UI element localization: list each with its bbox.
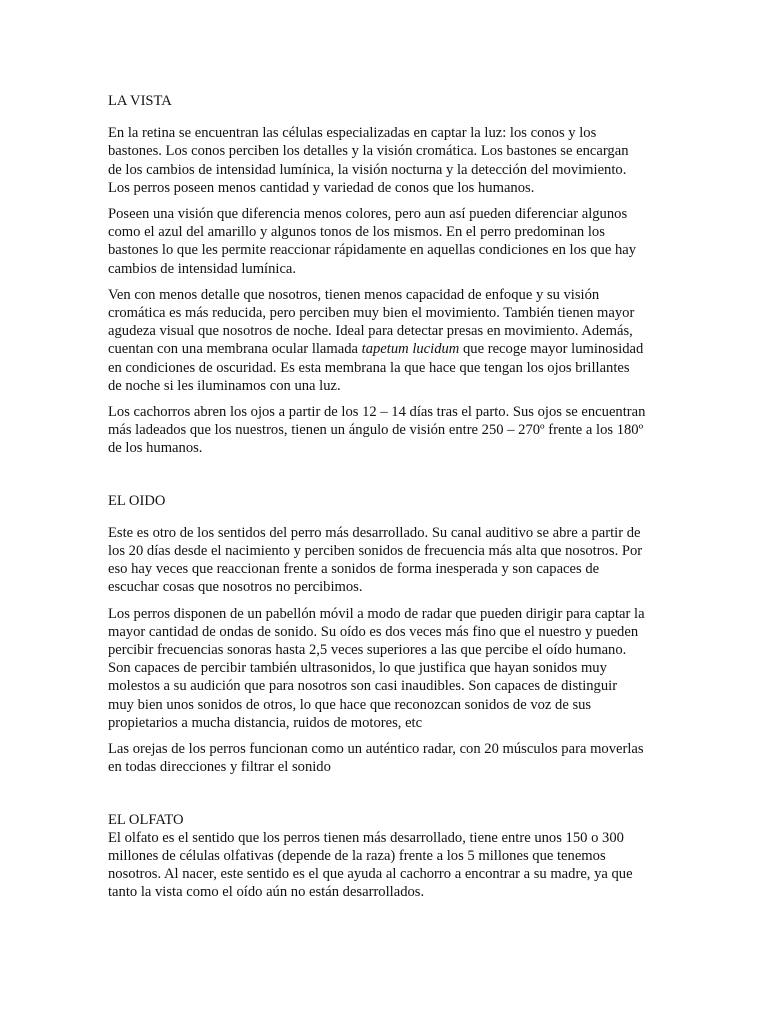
document-content <box>108 92 682 902</box>
text-line: en condiciones de oscuridad. Es esta membrana la que hace que tengan los ojos brillantes <box>108 359 630 376</box>
text-line: molestos a su audición que para nosotros son casi inaudibles. Son capaces de distinguir <box>108 678 618 695</box>
latin-term: tapetum lucidum <box>361 341 460 358</box>
text-line: de los cambios de intensidad lumínica, la visión nocturna y la detección del movimiento. <box>108 161 627 178</box>
text-line: como el azul del amarillo y algunos tonos de los mismos. En el perro predominan los <box>108 224 605 241</box>
section-title-vista: LA VISTA <box>108 93 172 109</box>
text-line: percibir frecuencias sonoras hasta 2,5 veces superiores a las que percibe el oído humano. <box>108 642 627 659</box>
section-title-oido: EL OIDO <box>108 492 166 509</box>
text-line: mayor cantidad de ondas de sonido. Su oído es dos veces más fino que el nuestro y pueden <box>108 623 639 640</box>
paragraph-oido-1 <box>108 524 682 597</box>
text-line: cromática es más reducida, pero perciben muy bien el movimiento. También tienen mayor <box>108 305 635 322</box>
section-title-olfato: EL OLFATO <box>108 811 184 828</box>
text-fragment: cuentan con una membrana ocular llamada <box>108 341 362 358</box>
text-line: millones de células olfativas (depende de la raza) frente a los 5 millones que tenemos <box>108 847 606 864</box>
text-line: nosotros. Al nacer, este sentido es el que ayuda al cachorro a encontrar a su madre, ya que <box>108 866 633 883</box>
text-line: propietarios a mucha distancia, ruidos de motores, etc <box>108 714 423 731</box>
text-line: en todas direcciones y filtrar el sonido <box>108 759 331 776</box>
paragraph-oido-2 <box>108 605 682 732</box>
paragraph-vista-4 <box>108 403 682 458</box>
text-line: Los cachorros abren los ojos a partir de los 12 – 14 días tras el parto. Sus ojos se encuentran <box>108 404 646 421</box>
text-line: cambios de intensidad lumínica. <box>108 260 297 277</box>
text-line: Este es otro de los sentidos del perro más desarrollado. Su canal auditivo se abre a partir de <box>108 524 641 541</box>
text-line: Los perros poseen menos cantidad y variedad de conos que los humanos. <box>108 179 535 196</box>
text-line: escuchar cosas que nosotros no percibimos. <box>108 579 363 596</box>
text-line: bastones lo que les permite reaccionar rápidamente en aquellas condiciones en los que hay <box>108 242 637 259</box>
paragraph-vista-2 <box>108 205 682 278</box>
text-fragment: que recoge mayor luminosidad <box>459 341 644 358</box>
text-line: El olfato es el sentido que los perros tienen más desarrollado, tiene entre unos 150 o 300 <box>108 829 624 846</box>
text-line: Poseen una visión que diferencia menos colores, pero aun así pueden diferenciar algunos <box>108 206 628 223</box>
paragraph-vista-3 <box>108 286 682 395</box>
text-line: más ladeados que los nuestros, tienen un ángulo de visión entre 250 – 270º frente a los 180º <box>108 422 644 439</box>
paragraph-vista-1 <box>108 124 682 197</box>
text-line: bastones. Los conos perciben los detalles y la visión cromática. Los bastones se encargan <box>108 143 629 160</box>
paragraph-oido-3 <box>108 740 682 776</box>
text-line: Son capaces de percibir también ultrasonidos, lo que justifica que hayan sonidos muy <box>108 660 607 677</box>
paragraph-olfato-1 <box>108 829 682 902</box>
text-line: Los perros disponen de un pabellón móvil a modo de radar que pueden dirigir para captar la <box>108 605 645 622</box>
text-line: eso hay veces que reaccionan frente a sonidos de forma inesperada y son capaces de <box>108 561 600 578</box>
text-line: los 20 días desde el nacimiento y perciben sonidos de frecuencia más alta que nosotros. Por <box>108 543 643 560</box>
text-line: de noche si les iluminamos con una luz. <box>108 377 341 394</box>
text-line: Las orejas de los perros funcionan como un auténtico radar, con 20 músculos para moverlas <box>108 741 644 758</box>
text-line: de los humanos. <box>108 440 203 457</box>
text-line: tanto la vista como el oído aún no están desarrollados. <box>108 884 425 901</box>
text-line: agudeza visual que nosotros de noche. Ideal para detectar presas en movimiento. Además, <box>108 323 633 340</box>
text-line: muy bien unos sonidos de otros, lo que hace que reconozcan sonidos de voz de sus <box>108 696 592 713</box>
text-line: En la retina se encuentran las células especializadas en captar la luz: los conos y los <box>108 125 597 142</box>
text-line <box>108 340 682 358</box>
text-line: Ven con menos detalle que nosotros, tienen menos capacidad de enfoque y su visión <box>108 286 600 303</box>
